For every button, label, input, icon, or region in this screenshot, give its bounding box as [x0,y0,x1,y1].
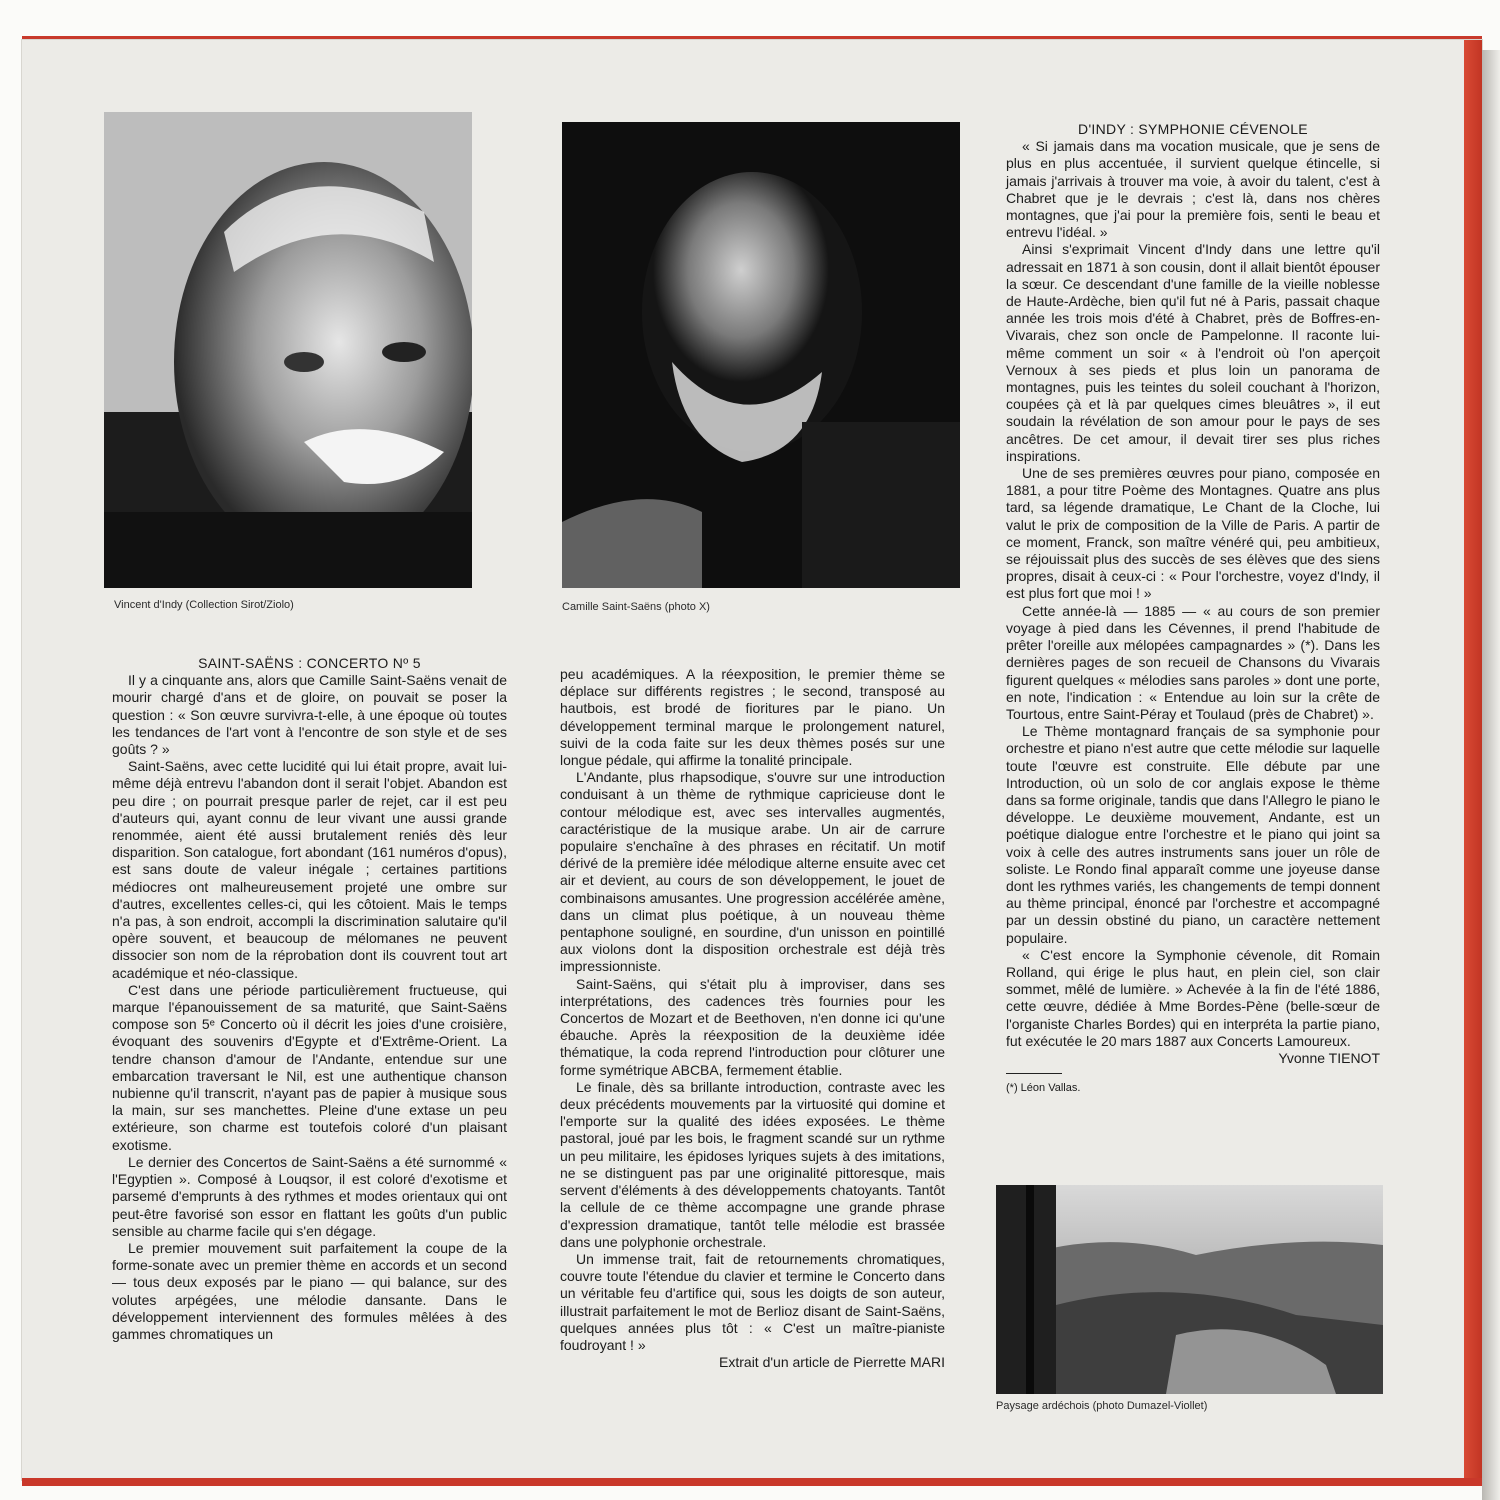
symphonie-paragraph: Une de ses premières œuvres pour piano, composée en 1881, a pour titre Poème des Montagnes. Quatre ans plus tard, sa légende dramatique, Le Chant de la Cloche, lui valut le prix de composition de la Ville de Paris. A partir de ce moment, Franck, son maître vénéré qui, peu ambitieux, se réjouissait plus des succès de ses élèves que des siens propres, disait à ceux-ci : « Pour l'orchestre, voyez d'Indy, il est plus fort que moi ! » [1006,465,1380,602]
paysage-photo-caption: Paysage ardéchois (photo Dumazel-Viollet) [996,1400,1208,1412]
concerto-paragraph: Il y a cinquante ans, alors que Camille Saint-Saëns venait de mourir chargé d'ans et de gloire, on pouvait se poser la question : « Son œuvre survivra-t-elle, à une époque où toutes les tendances de l'art vont à l'encontre de son style et de ses goûts ? » [112,672,507,758]
concerto-paragraph: Saint-Saëns, qui s'était plu à improviser, dans ses interprétations, des cadences très fournies pour les Concertos de Mozart et de Beethoven, n'en donne ici qu'une ébauche. Après la réexposition de la deuxième idée thématique, la coda reprend l'introduction pour clôturer une forme symétrique ABCBA, fermement établie. [560,975,945,1078]
symphonie-paragraph: Cette année-là — 1885 — « au cours de son premier voyage à pied dans les Cévennes, il prend l'habitude de prêter l'oreille aux mélopées campagnardes » (*). Dans les dernières pages de son recueil de Chansons du Vivarais figurent quelques « mélodies sans paroles » dont une porte, en note, l'indication : « Entendue au loin sur la crête de Tourtous, entre Saint-Péray et Toulaud (près de Chabret) ». [1006,602,1380,722]
concerto-paragraph: Un immense trait, fait de retournements chromatiques, couvre toute l'étendue du clavier et termine le Concerto dans un véritable feu d'artifice qui, sous les doigts de son auteur, illustrait parfaitement le mot de Berlioz disant de Saint-Saëns, quelques années plus tôt : « C'est un maître-pianiste foudroyant ! » [560,1250,945,1353]
symphonie-paragraph: Le Thème montagnard français de sa symphonie pour orchestre et piano n'est autre que cette mélodie sur laquelle toute l'œuvre est construite. Elle débute par une Introduction, où un solo de cor anglais expose le thème dans sa forme originale, tandis que dans l'Allegro le piano le développe. Le deuxième mouvement, Andante, est un poétique dialogue entre l'orchestre et le piano qui joint sa voix à celle des autres instruments sans jouer un rôle de soliste. Le Rondo final apparaît comme une joyeuse danse dont les rythmes variés, les changements de tempi donnent au thème principal, énoncé par l'orchestre et accompagné par un dessin obstiné du piano, un caractère nettement populaire. [1006,723,1380,946]
concerto-column-2 [560,666,945,1371]
paysage-landscape-photo [996,1185,1383,1394]
symphonie-paragraph: « C'est encore la Symphonie cévenole, dit Romain Rolland, qui érige le plus haut, en plein ciel, son clair sommet, mêlé de lumière. » Achevée à la fin de l'été 1886, cette œuvre, dédiée à Mme Bordes-Pène (belle-sœur de l'organiste Charles Bordes) qui en interpréta la partie piano, fut exécutée le 20 mars 1887 aux Concerts Lamoureux. [1006,946,1380,1049]
saintsaens-portrait-photo [562,122,960,588]
concerto-paragraph: Le dernier des Concertos de Saint-Saëns a été surnommé « l'Egyptien ». Composé à Louqsor, il est coloré d'exotisme et parsemé d'emprunts à des rythmes et modes orientaux qui ont peut-être favorisé son essor en flattant les goûts d'un public sensible au charme facile qui s'en dégage. [112,1153,507,1239]
symphonie-signature: Yvonne TIENOT [1278,1049,1380,1066]
dindy-portrait-photo [104,112,472,588]
sleeve-spine [1482,50,1500,1500]
sleeve-bottom-edge [22,1478,1482,1486]
saintsaens-photo-caption: Camille Saint-Saëns (photo X) [562,601,710,613]
concerto-paragraph: Saint-Saëns, avec cette lucidité qui lui était propre, avait lui-même déjà entrevu l'abandon dont il serait l'objet. Abandon est peu dire ; on pourrait presque parler de rejet, car il est peu d'auteurs qui, ayant connu de leur vivant une aussi grande renommée, aient été aussi brutalement reniés dès leur disparition. Son catalogue, fort abondant (161 numéros d'opus), est sans doute de valeur inégale ; certaines partitions médiocres ont malheureusement projeté une ombre sur d'autres, excellentes celles-ci, qui les côtoient. Mais le temps n'a pas, à son endroit, accompli la discrimination salutaire qu'il opère souvent, et beaucoup de mélomanes ne peuvent dissocier son nom de la réprobation dont ils couvrent tout art académique et néo-classique. [112,758,507,981]
concerto-paragraph: C'est dans une période particulièrement fructueuse, qui marque l'épanouissement de sa maturité, que Saint-Saëns compose son 5ᵉ Concerto où il décrit les joies d'une croisière, évoquant des souvenirs d'Egypte et d'Extrême-Orient. La tendre chanson d'amour de l'Andante, entendue sur une embarcation traversant le Nil, est une authentique chanson nubienne qu'il transcrit, n'ayant pas de papier à musique sous la main, sur ses manchettes. Pleine d'une extase un peu extérieure, son charme est toutefois coloré d'un plaisant exotisme. [112,981,507,1153]
concerto-paragraph: Le premier mouvement suit parfaitement la coupe de la forme-sonate avec un premier thème en accords et un second — tous deux exposés par le piano — qui balance, sur des volutes arpégées, une mélodie dansante. Dans le développement interviennent des formules mêlées à des gammes chromatiques un [112,1239,507,1342]
symphonie-column [1006,121,1380,1097]
concerto-paragraph: Le finale, dès sa brillante introduction, contraste avec les deux précédents mouvements par la virtuosité qui domine et l'emporte sur la qualité des idées exposées. Le thème pastoral, joué par les bois, le fragment scandé sur un rythme un peu militaire, les épidoses lyriques sujets à des imitations, ne se distinguent pas par une originalité pittoresque, mais servent d'éléments à des développements chatoyants. Tantôt la cellule de ce thème accompagne une grande phrase d'expression dramatique, tantôt telle mélodie est brassée dans une polyphonie orchestrale. [560,1078,945,1250]
sleeve-right-edge [1464,40,1482,1480]
concerto-column-1 [112,655,507,1343]
footnote-rule [1006,1073,1062,1074]
concerto-heading: SAINT-SAËNS : CONCERTO Nº 5 [198,655,421,671]
concerto-signature: Extrait d'un article de Pierrette MARI [719,1354,945,1371]
concerto-paragraph: peu académiques. A la réexposition, le premier thème se déplace sur différents registres ; le second, transposé au hautbois, est brodé de fioritures par le piano. Un développement terminal marque le prolongement naturel, suivi de la coda faite sur les deux thèmes posés sur une longue pédale, qui affirme la tonalité principale. [560,666,945,769]
symphonie-paragraph: Ainsi s'exprimait Vincent d'Indy dans une lettre qu'il adressait en 1871 à son cousin, dont il allait bientôt épouser la sœur. Ce descendant d'une famille de la vieille noblesse de Haute-Ardèche, bien qu'il fut né à Paris, passait chaque année les trois mois d'été à Chabret, près de Boffres-en-Vivarais, chez son oncle de Pampelonne. Il raconte lui-même comment un soir « à l'endroit où l'on aperçoit Vernoux à ses pieds et plus loin un panorama de montagnes, puis les teintes du soleil couchant à l'horizon, coupées çà et là par quelques cimes bleuâtres », il eut soudain la révélation de son amour pour le pays de ses ancêtres. De cet amour, il devait tirer ses plus riches inspirations. [1006,241,1380,464]
symphonie-heading: D'INDY : SYMPHONIE CÉVENOLE [1078,121,1308,137]
symphonie-paragraph: « Si jamais dans ma vocation musicale, que je sens de plus en plus accentuée, il survient quelque étincelle, si jamais j'arrivais à trouver ma voie, à avoir du talent, c'est à Chabret que je le devrais ; c'est là, dans nos chères montagnes, que j'ai pour la première fois, senti le beau et entrevu l'idéal. » [1006,138,1380,241]
symphonie-footnote: (*) Léon Vallas. [1006,1082,1081,1095]
concerto-paragraph: L'Andante, plus rhapsodique, s'ouvre sur une introduction conduisant à un thème de rythmique capricieuse dont le contour mélodique est, avec ses intervalles augmentés, caractéristique de la musique arabe. Un air de carrure populaire s'enchaîne à des phrases en récitatif. Un motif dérivé de la première idée mélodique alterne ensuite avec cet air et devient, au cours de son développement, le jouet de combinaisons amusantes. Une progression accélérée amène, dans un climat plus poétique, à un nouveau thème pentaphone souligné, en sourdine, d'un unisson en pointillé aux violons dont la disposition orchestrale est déjà très impressionniste. [560,769,945,975]
dindy-photo-caption: Vincent d'Indy (Collection Sirot/Ziolo) [114,599,294,611]
